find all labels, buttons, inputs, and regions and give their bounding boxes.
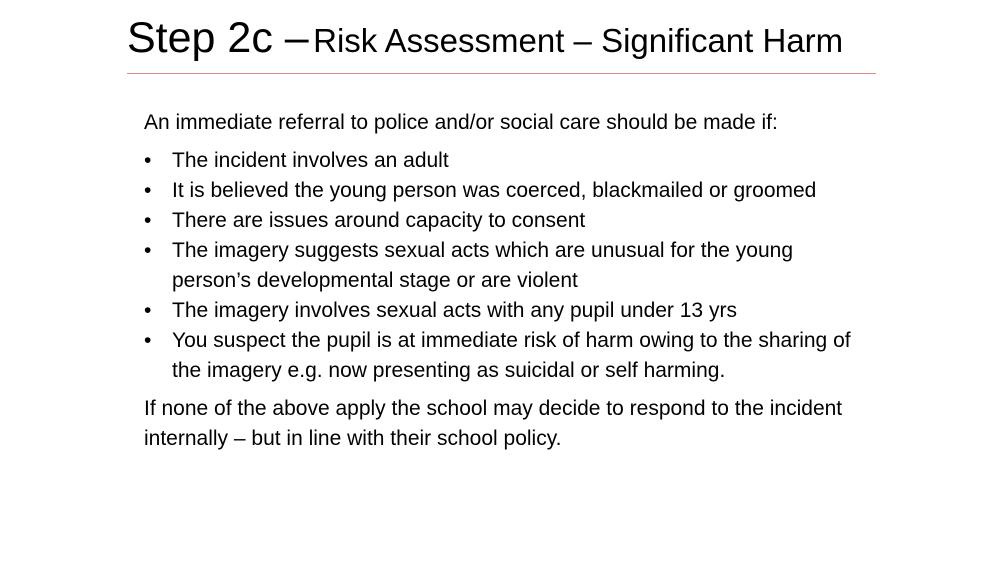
bullet-text: The imagery involves sexual acts with any pupil under 13 yrs [172, 299, 737, 322]
bullet-icon: • [144, 179, 152, 202]
title-divider [127, 73, 876, 74]
bullet-icon: • [144, 239, 152, 262]
bullet-list [144, 146, 864, 386]
bullet-item [144, 236, 864, 296]
bullet-item [144, 176, 864, 206]
slide-title [127, 10, 843, 76]
bullet-text: You suspect the pupil is at immediate risk of harm owing to the sharing of the imagery e.g. now presenting as suicidal or self harming. [172, 329, 851, 382]
intro-text: An immediate referral to police and/or social care should be made if: [144, 111, 778, 134]
bullet-text: The imagery suggests sexual acts which are unusual for the young person’s developmental stage or are violent [172, 239, 794, 292]
bullet-icon: • [144, 329, 152, 352]
bullet-item [144, 326, 864, 386]
bullet-text: There are issues around capacity to consent [172, 209, 586, 232]
bullet-text: The incident involves an adult [172, 149, 449, 172]
bullet-item [144, 206, 864, 236]
title-subtitle: Risk Assessment – Significant Harm [313, 22, 844, 59]
bullet-icon: • [144, 299, 152, 322]
bullet-text: It is believed the young person was coerced, blackmailed or groomed [172, 179, 817, 202]
title-main: Step 2c – [127, 14, 309, 62]
bullet-item [144, 146, 864, 176]
bullet-icon: • [144, 209, 152, 232]
outro-text: If none of the above apply the school may decide to respond to the incident internally – but in line with their school policy. [144, 397, 843, 450]
bullet-item [144, 296, 864, 326]
bullet-icon: • [144, 149, 152, 172]
slide-body [144, 108, 864, 454]
